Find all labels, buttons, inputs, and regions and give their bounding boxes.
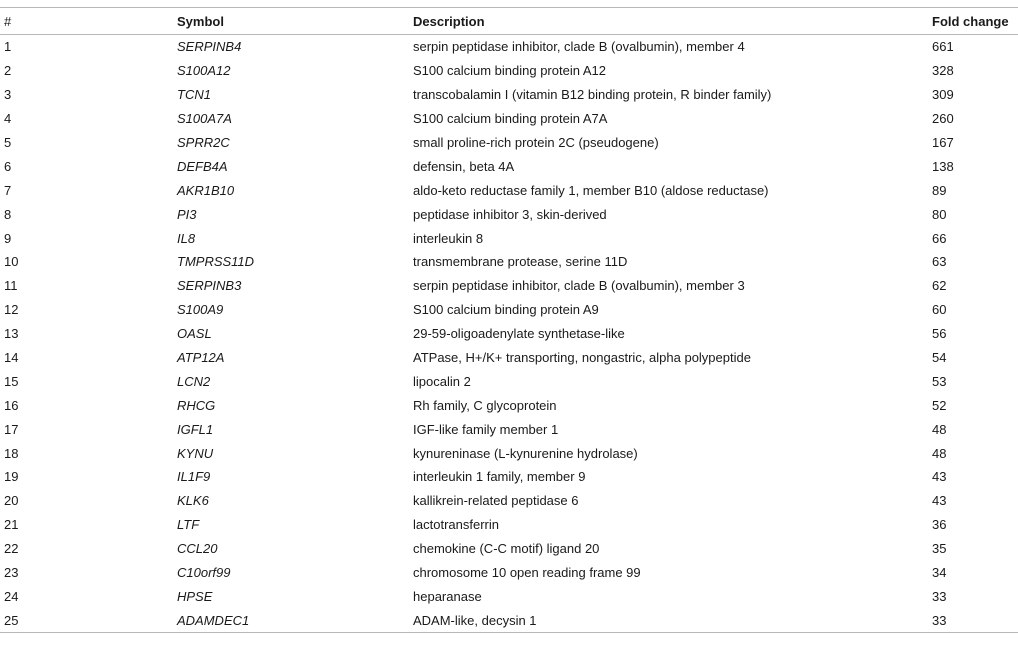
table-row [0, 322, 1018, 346]
table-row [0, 441, 1018, 465]
cell-description: peptidase inhibitor 3, skin-derived [413, 206, 607, 222]
table-row [0, 584, 1018, 608]
cell-fold-change: 56 [932, 326, 947, 342]
table-row [0, 107, 1018, 131]
cell-symbol: C10orf99 [177, 565, 231, 581]
table-body [0, 35, 1018, 633]
table-row [0, 131, 1018, 155]
cell-fold-change: 260 [932, 111, 954, 127]
header-fold-change: Fold change [932, 8, 1018, 35]
table-row [0, 250, 1018, 274]
cell-number: 21 [4, 517, 19, 533]
cell-fold-change: 34 [932, 565, 947, 581]
cell-description: serpin peptidase inhibitor, clade B (ovalbumin), member 4 [413, 39, 745, 55]
cell-number: 23 [4, 565, 19, 581]
cell-symbol: RHCG [177, 397, 216, 413]
cell-description: defensin, beta 4A [413, 158, 515, 174]
table-row [0, 417, 1018, 441]
cell-number: 22 [4, 541, 19, 557]
cell-number: 24 [4, 588, 19, 604]
table-row [0, 226, 1018, 250]
cell-description: chromosome 10 open reading frame 99 [413, 565, 641, 581]
cell-symbol: AKR1B10 [177, 182, 235, 198]
cell-symbol: SERPINB3 [177, 278, 242, 294]
table-row [0, 537, 1018, 561]
cell-description: transmembrane protease, serine 11D [413, 254, 628, 270]
cell-number: 4 [4, 111, 12, 127]
table-row [0, 35, 1018, 59]
cell-description: small proline-rich protein 2C (pseudogene) [413, 135, 659, 150]
cell-fold-change: 43 [932, 469, 947, 485]
cell-fold-change: 52 [932, 397, 947, 413]
cell-symbol: HPSE [177, 588, 213, 604]
header-number: # [0, 8, 177, 35]
cell-fold-change: 43 [932, 493, 947, 509]
gene-fold-change-table [0, 7, 1018, 633]
cell-symbol: S100A7A [177, 111, 232, 127]
table-row [0, 83, 1018, 107]
cell-symbol: IL1F9 [177, 469, 211, 485]
cell-symbol: KLK6 [177, 493, 209, 509]
cell-number: 16 [4, 397, 19, 413]
cell-description: chemokine (C-C motif) ligand 20 [413, 541, 600, 557]
cell-number: 1 [4, 39, 12, 55]
table-row [0, 465, 1018, 489]
cell-description: S100 calcium binding protein A12 [413, 63, 606, 79]
cell-description: heparanase [413, 588, 482, 604]
cell-number: 9 [4, 230, 12, 246]
cell-fold-change: 138 [932, 158, 954, 174]
cell-fold-change: 33 [932, 608, 1018, 632]
cell-number: 10 [4, 254, 19, 270]
cell-number: 13 [4, 326, 19, 342]
table-row [0, 154, 1018, 178]
cell-symbol: TMPRSS11D [177, 254, 255, 270]
cell-number: 25 [0, 608, 177, 632]
cell-symbol: KYNU [177, 445, 214, 461]
cell-description: kynureninase (L-kynurenine hydrolase) [413, 445, 638, 461]
cell-fold-change: 167 [932, 135, 954, 150]
cell-symbol: OASL [177, 326, 212, 342]
cell-description: interleukin 1 family, member 9 [413, 469, 586, 485]
cell-fold-change: 80 [932, 206, 947, 222]
cell-number: 11 [4, 278, 18, 294]
header-row [0, 8, 1018, 35]
cell-fold-change: 60 [932, 302, 947, 318]
table-row [0, 202, 1018, 226]
cell-number: 6 [4, 158, 12, 174]
cell-fold-change: 328 [932, 63, 954, 79]
table-row [0, 178, 1018, 202]
cell-description: aldo-keto reductase family 1, member B10 (aldose reductase) [413, 182, 769, 198]
cell-description: ADAM-like, decysin 1 [413, 608, 932, 632]
table-row [0, 561, 1018, 585]
cell-description: interleukin 8 [413, 230, 484, 246]
cell-number: 20 [4, 493, 19, 509]
cell-symbol: IGFL1 [177, 421, 214, 437]
cell-description: lipocalin 2 [413, 373, 471, 389]
cell-symbol: SERPINB4 [177, 39, 242, 55]
cell-symbol: LTF [177, 517, 200, 533]
cell-number: 14 [4, 350, 19, 366]
cell-symbol: S100A9 [177, 302, 224, 318]
cell-number: 19 [4, 469, 19, 485]
table-row [0, 513, 1018, 537]
table-row [0, 274, 1018, 298]
cell-symbol: PI3 [177, 206, 197, 222]
cell-description: serpin peptidase inhibitor, clade B (ovalbumin), member 3 [413, 278, 745, 294]
header-description: Description [413, 8, 932, 35]
cell-symbol: S100A12 [177, 63, 231, 79]
cell-symbol: LCN2 [177, 373, 211, 389]
cell-fold-change: 36 [932, 517, 947, 533]
cell-number: 7 [4, 182, 12, 198]
cell-number: 8 [4, 206, 12, 222]
cell-description: transcobalamin I (vitamin B12 binding protein, R binder family) [413, 87, 772, 103]
table-row [0, 346, 1018, 370]
cell-description: S100 calcium binding protein A7A [413, 111, 608, 127]
cell-symbol: TCN1 [177, 87, 211, 103]
header-symbol: Symbol [177, 8, 413, 35]
cell-number: 2 [4, 63, 12, 79]
cell-fold-change: 35 [932, 541, 947, 557]
cell-fold-change: 48 [932, 421, 947, 437]
cell-symbol: IL8 [177, 230, 196, 246]
cell-fold-change: 62 [932, 278, 947, 294]
cell-fold-change: 66 [932, 230, 947, 246]
cell-symbol: ATP12A [177, 350, 225, 366]
cell-symbol: DEFB4A [177, 158, 228, 174]
cell-symbol: ADAMDEC1 [177, 608, 413, 632]
table-header [0, 8, 1018, 35]
cell-number: 15 [4, 373, 19, 389]
table-row [0, 59, 1018, 83]
cell-fold-change: 48 [932, 445, 947, 461]
cell-number: 3 [4, 87, 12, 103]
cell-number: 5 [4, 135, 12, 150]
table-row [0, 608, 1018, 632]
cell-fold-change: 54 [932, 350, 947, 366]
cell-symbol: CCL20 [177, 541, 218, 557]
cell-description: IGF-like family member 1 [413, 421, 559, 437]
cell-description: Rh family, C glycoprotein [413, 397, 557, 413]
cell-description: kallikrein-related peptidase 6 [413, 493, 579, 509]
cell-number: 18 [4, 445, 19, 461]
cell-fold-change: 33 [932, 588, 947, 604]
table-row [0, 489, 1018, 513]
cell-description: lactotransferrin [413, 517, 499, 533]
table-row [0, 369, 1018, 393]
table-row [0, 298, 1018, 322]
table-row [0, 393, 1018, 417]
cell-number: 12 [4, 302, 19, 318]
cell-fold-change: 89 [932, 182, 947, 198]
cell-fold-change: 63 [932, 254, 947, 270]
cell-number: 17 [4, 421, 19, 437]
cell-fold-change: 53 [932, 373, 947, 389]
cell-fold-change: 661 [932, 39, 954, 55]
cell-description: 29-59-oligoadenylate synthetase-like [413, 326, 625, 342]
cell-symbol: SPRR2C [177, 135, 230, 150]
cell-description: ATPase, H+/K+ transporting, nongastric, alpha polypeptide [413, 350, 751, 366]
cell-fold-change: 309 [932, 87, 954, 103]
cell-description: S100 calcium binding protein A9 [413, 302, 599, 318]
